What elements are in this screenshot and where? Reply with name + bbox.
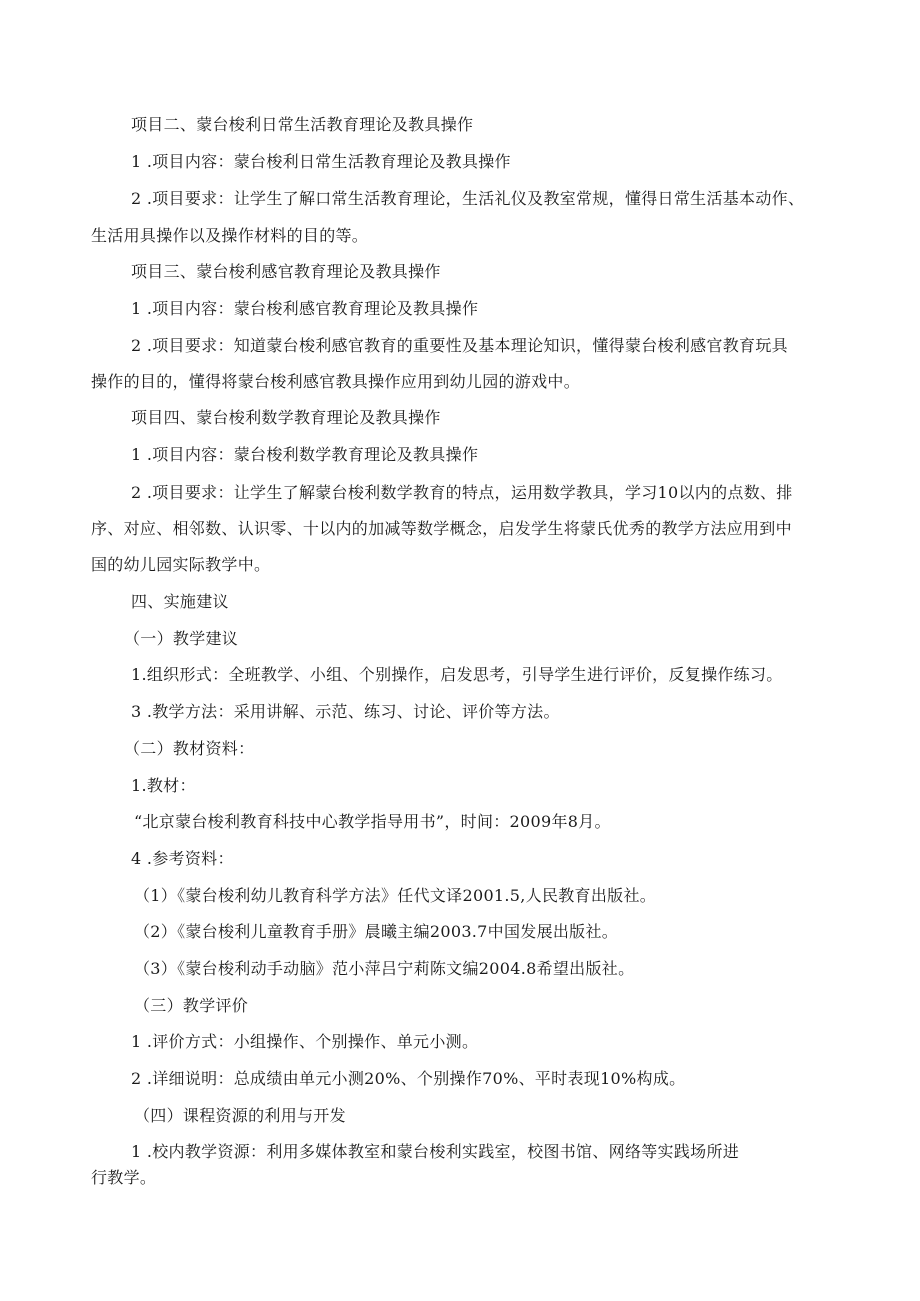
subheading-evaluation: （三）教学评价: [134, 996, 249, 1015]
project-3-requirement: 2 .项目要求：知道蒙台梭利感官教育的重要性及基本理论知识，懂得蒙台梭利感官教育玩具: [131, 336, 788, 355]
reference-2: （2）《蒙台梭利儿童教育手册》晨曦主编2003.7中国发展出版社。: [134, 922, 619, 941]
project-2-content: 1 .项目内容：蒙台梭利日常生活教育理论及教具操作: [131, 152, 511, 171]
section-heading-project-4: 项目四、蒙台梭利数学教育理论及教具操作: [131, 408, 441, 427]
project-4-content: 1 .项目内容：蒙台梭利数学教育理论及教具操作: [131, 445, 479, 464]
campus-resources-cont: 行教学。: [91, 1168, 157, 1187]
project-4-requirement-cont-1: 序、对应、相邻数、认识零、十以内的加减等数学概念，启发学生将蒙氏优秀的教学方法应用到中: [91, 519, 792, 538]
section-heading-implementation: 四、实施建议: [131, 592, 229, 611]
section-heading-project-3: 项目三、蒙台梭利感官教育理论及教具操作: [131, 262, 441, 281]
evaluation-method: 1 .评价方式：小组操作、个别操作、单元小测。: [131, 1032, 479, 1051]
project-4-requirement-cont-2: 国的幼儿园实际教学中。: [91, 555, 271, 574]
reference-1: （1）《蒙台梭利幼儿教育科学方法》任代文译2001.5,人民教育出版社。: [134, 886, 657, 905]
subheading-teaching-suggestions: （一）教学建议: [124, 629, 239, 648]
teaching-methods: 3 .教学方法：采用讲解、示范、练习、讨论、评价等方法。: [131, 702, 560, 721]
reference-3: （3）《蒙台梭利动手动脑》范小萍吕宁莉陈文编2004.8希望出版社。: [134, 959, 635, 978]
evaluation-details: 2 .详细说明：总成绩由单元小测20%、个别操作70%、平时表现10%构成。: [131, 1069, 686, 1088]
project-4-requirement: 2 .项目要求：让学生了解蒙台梭利数学教育的特点，运用数学教具，学习10以内的点数、排: [131, 483, 793, 502]
subheading-resources: （四）课程资源的利用与开发: [134, 1106, 346, 1125]
teaching-organization: 1.组织形式：全班教学、小组、个别操作，启发思考，引导学生进行评价，反复操作练习。: [131, 665, 783, 684]
project-3-content: 1 .项目内容：蒙台梭利感官教育理论及教具操作: [131, 299, 479, 318]
project-2-requirement-cont: 生活用具操作以及操作材料的目的等。: [91, 226, 369, 245]
section-heading-project-2: 项目二、蒙台梭利日常生活教育理论及教具操作: [131, 115, 474, 134]
references-label: 4 .参考资料：: [131, 849, 234, 868]
textbook-label: 1.教材：: [131, 776, 196, 795]
project-3-requirement-cont: 操作的目的，懂得将蒙台梭利感官教具操作应用到幼儿园的游戏中。: [91, 372, 581, 391]
project-2-requirement: 2 .项目要求：让学生了解口常生活教育理论，生活礼仪及教室常规，懂得日常生活基本动作、: [131, 189, 805, 208]
textbook-entry: “北京蒙台梭利教育科技中心教学指导用书”，时间：2009年8月。: [134, 812, 611, 831]
subheading-materials: （二）教材资料：: [124, 739, 255, 758]
campus-resources: 1 .校内教学资源：利用多媒体教室和蒙台梭利实践室，校图书馆、网络等实践场所进: [131, 1142, 740, 1161]
